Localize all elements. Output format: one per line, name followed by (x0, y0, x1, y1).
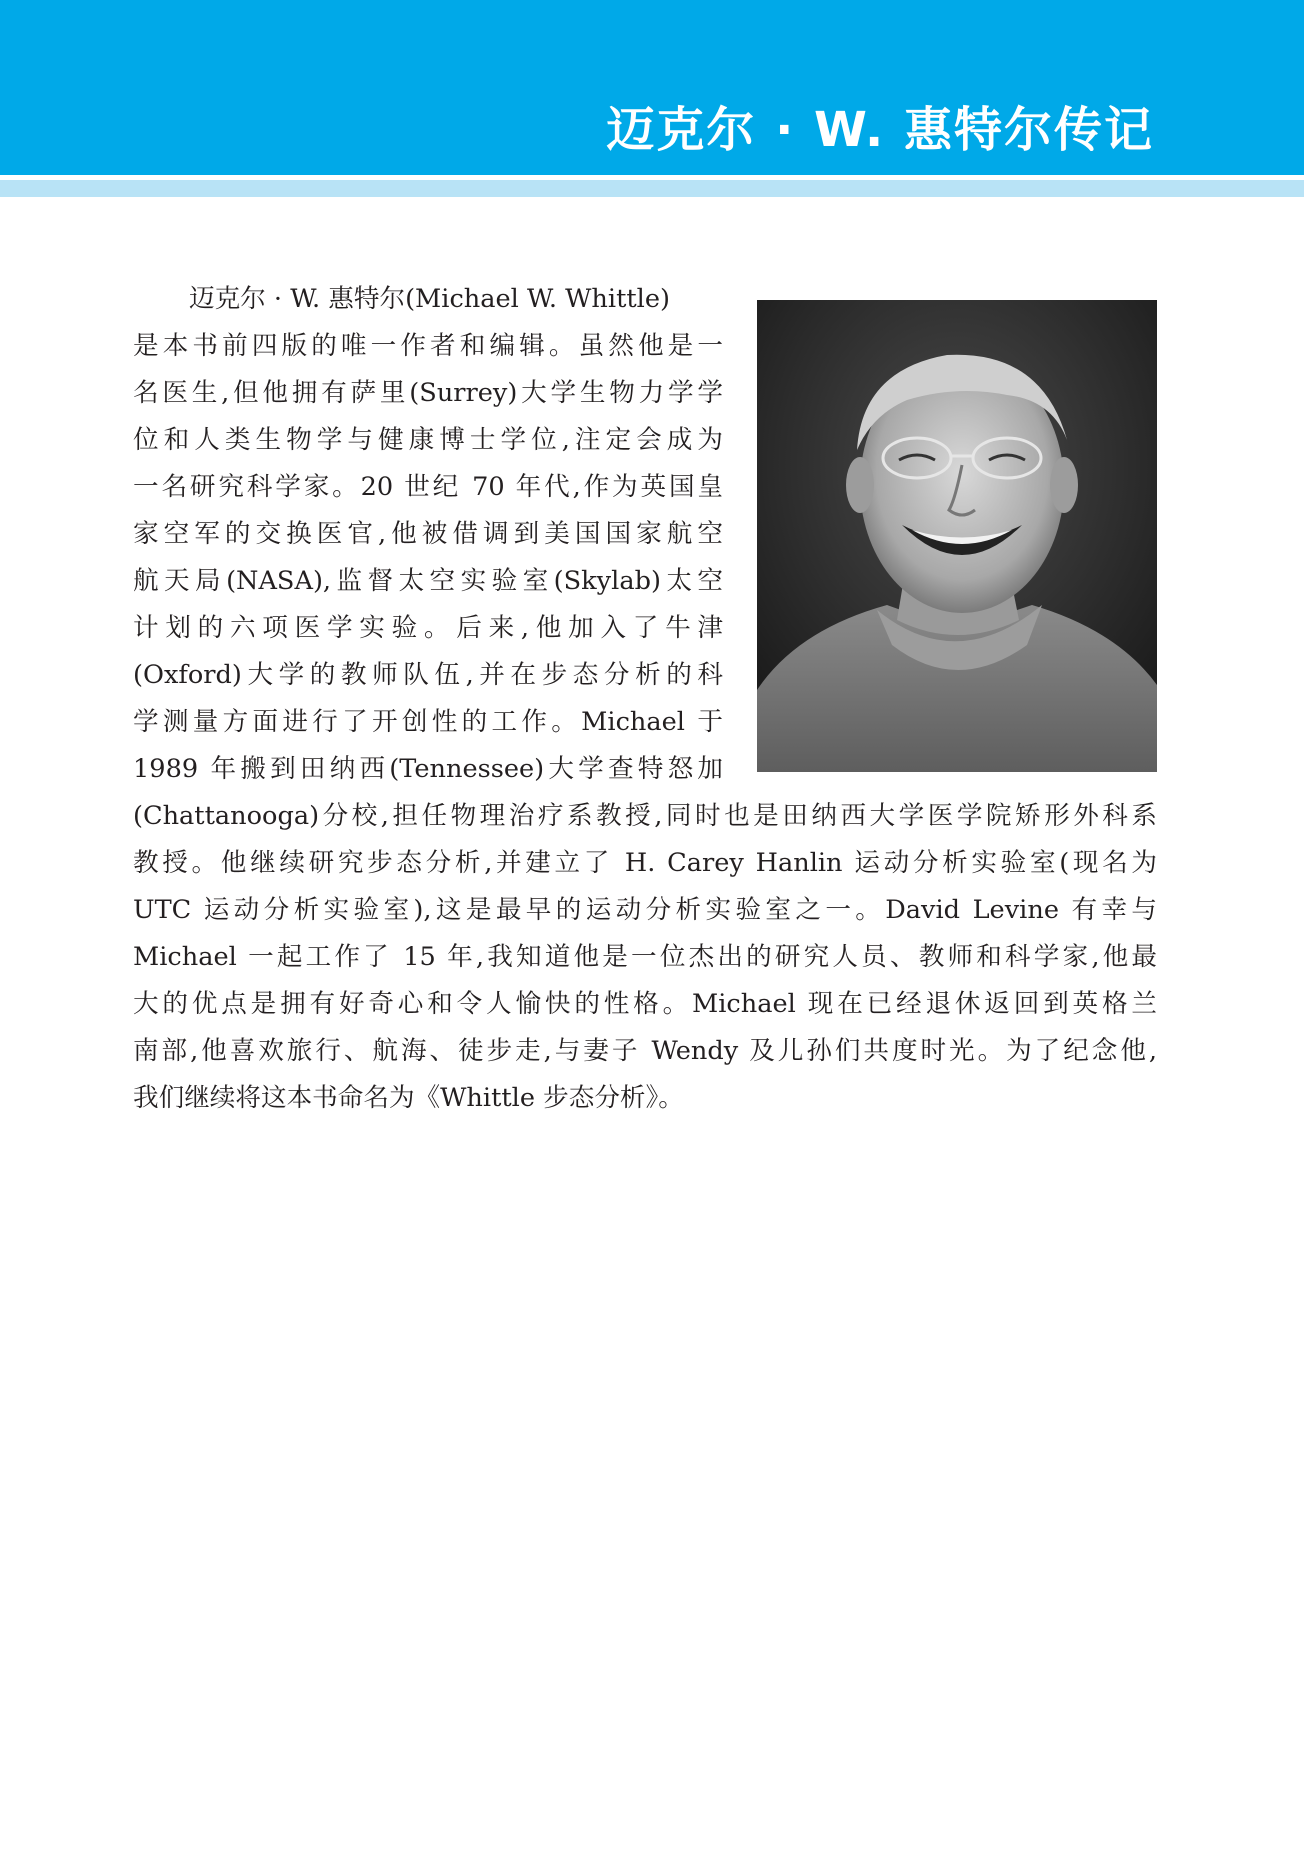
biography-text-wrapped (133, 276, 1157, 793)
biography-line: (Chattanooga)分校,担任物理治疗系教授,同时也是田纳西大学医学院矫形外科系 (133, 801, 1157, 831)
biography-line: 大的优点是拥有好奇心和令人愉快的性格。Michael 现在已经退休返回到英格兰 (133, 989, 1157, 1019)
biography-line: 位和人类生物学与健康博士学位,注定会成为 (133, 425, 723, 455)
biography-line: 航天局(NASA),监督太空实验室(Skylab)太空 (133, 566, 723, 596)
biography-line: 一名研究科学家。20 世纪 70 年代,作为英国皇 (133, 472, 723, 502)
biography-line: (Oxford)大学的教师队伍,并在步态分析的科 (133, 660, 723, 690)
page-title: 迈克尔 · W. 惠特尔传记 (606, 102, 1154, 158)
biography-line: 教授。他继续研究步态分析,并建立了 H. Carey Hanlin 运动分析实验室(现名为 (133, 848, 1157, 878)
biography-line: UTC 运动分析实验室),这是最早的运动分析实验室之一。David Levine 有幸与 (133, 895, 1157, 925)
biography-line: 学测量方面进行了开创性的工作。Michael 于 (133, 707, 723, 737)
biography-line: 迈克尔 · W. 惠特尔(Michael W. Whittle) (189, 284, 670, 314)
biography-line: 我们继续将这本书命名为《Whittle 步态分析》。 (133, 1083, 684, 1113)
header-accent-band (0, 180, 1304, 197)
biography-line: 是本书前四版的唯一作者和编辑。虽然他是一 (133, 331, 723, 361)
biography-line: 1989 年搬到田纳西(Tennessee)大学查特怒加 (133, 754, 723, 784)
biography-line: 计划的六项医学实验。后来,他加入了牛津 (133, 613, 723, 643)
biography-line: 家空军的交换医官,他被借调到美国国家航空 (133, 519, 723, 549)
biography-line: 南部,他喜欢旅行、航海、徒步走,与妻子 Wendy 及儿孙们共度时光。为了纪念他, (133, 1036, 1157, 1066)
biography-text-full (133, 793, 1157, 1122)
biography-line: Michael 一起工作了 15 年,我知道他是一位杰出的研究人员、教师和科学家,他最 (133, 942, 1157, 972)
biography-line: 名医生,但他拥有萨里(Surrey)大学生物力学学 (133, 378, 723, 408)
